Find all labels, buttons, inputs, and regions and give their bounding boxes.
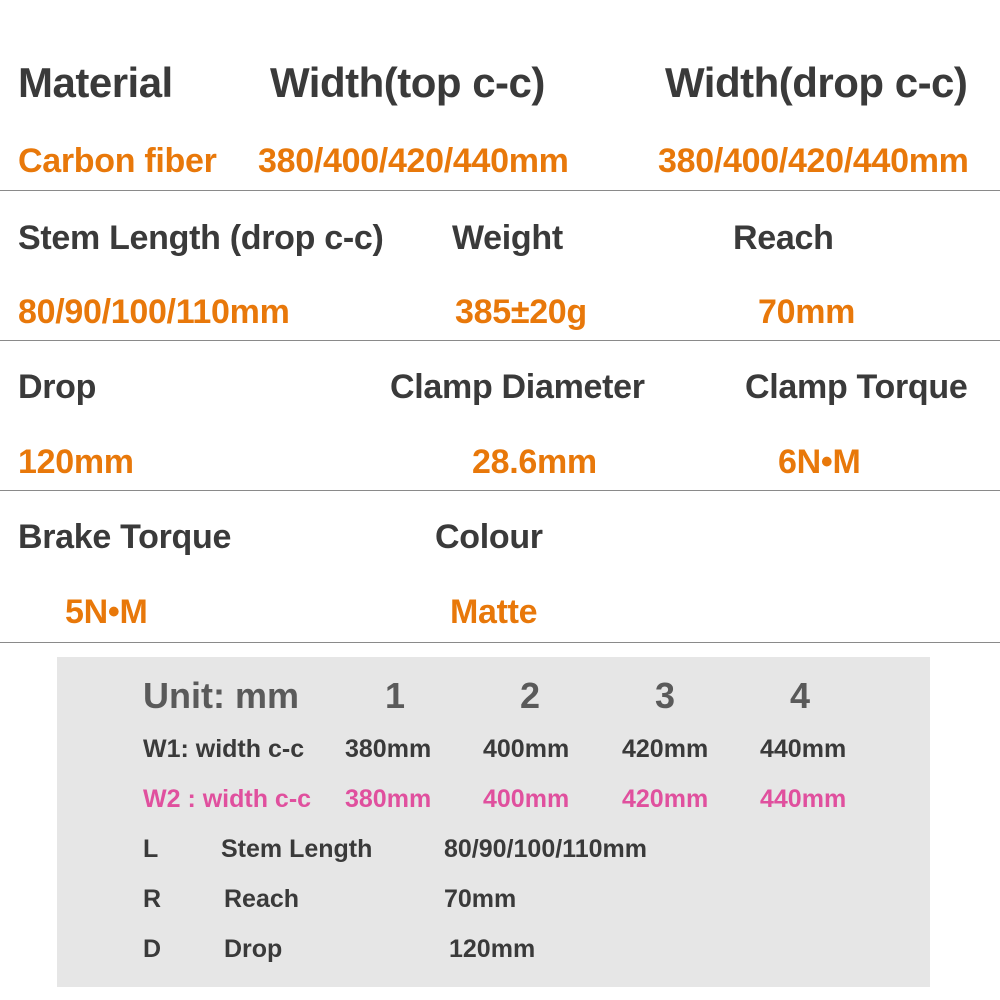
table-cell: 400mm [483,735,570,763]
spec-label-width-drop: Width(drop c-c) [665,59,968,106]
spec-value-reach: 70mm [758,293,856,331]
table-column-header: 1 [384,675,406,716]
table-cell: 420mm [622,735,709,763]
table-cell: 380mm [345,735,432,763]
spec-label-width-top: Width(top c-c) [270,59,545,106]
table-row-value: 120mm [449,935,536,963]
spec-label-brake-torque: Brake Torque [18,518,232,556]
table-row-label: Reach [224,885,300,913]
table-row-value: 80/90/100/110mm [444,835,647,863]
table-unit-label: Unit: mm [143,675,299,716]
table-cell: 440mm [760,785,847,813]
spec-value-clamp-torque: 6N•M [778,443,861,481]
table-cell: 380mm [345,785,432,813]
spec-label-clamp-diameter: Clamp Diameter [390,368,645,406]
spec-label-reach: Reach [733,219,834,257]
table-row-code: R [143,885,162,913]
table-row-code: D [143,935,162,963]
table-row-label: Stem Length [221,835,373,863]
spec-value-width-drop: 380/400/420/440mm [658,142,969,180]
spec-label-drop: Drop [18,368,97,406]
section-divider [0,642,1000,643]
table-column-header: 4 [789,675,811,716]
spec-label-weight: Weight [452,219,563,257]
size-table [57,657,930,987]
table-row-label: W2 : width c-c [143,785,312,813]
spec-value-weight: 385±20g [455,293,587,331]
table-row-label: W1: width c-c [143,735,305,763]
section-divider [0,490,1000,491]
spec-label-stem-length: Stem Length (drop c-c) [18,219,384,257]
table-row-code: L [143,835,159,863]
spec-value-stem-length: 80/90/100/110mm [18,293,290,331]
spec-value-brake-torque: 5N•M [65,593,148,631]
table-row-label: Drop [224,935,283,963]
table-column-header: 2 [519,675,541,716]
spec-value-clamp-diameter: 28.6mm [472,443,597,481]
section-divider [0,340,1000,341]
table-cell: 440mm [760,735,847,763]
spec-label-clamp-torque: Clamp Torque [745,368,968,406]
section-divider [0,190,1000,191]
table-cell: 400mm [483,785,570,813]
spec-value-drop: 120mm [18,443,134,481]
spec-value-width-top: 380/400/420/440mm [258,142,569,180]
table-column-header: 3 [654,675,676,716]
table-cell: 420mm [622,785,709,813]
table-row-value: 70mm [444,885,517,913]
spec-value-material: Carbon fiber [18,142,217,180]
spec-label-material: Material [18,59,173,106]
spec-value-colour: Matte [450,593,538,631]
spec-label-colour: Colour [435,518,543,556]
